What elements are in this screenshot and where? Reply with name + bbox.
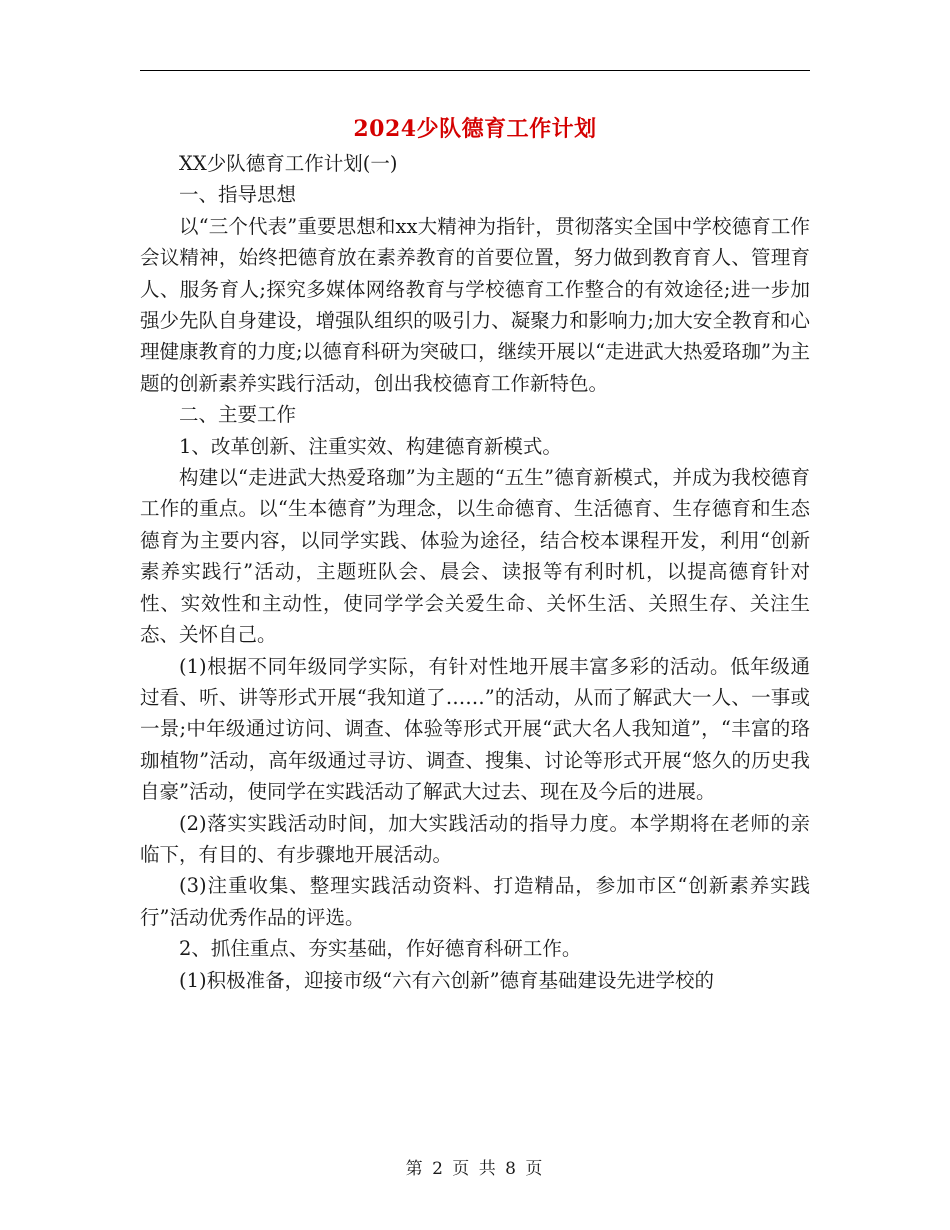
section-heading-main-work: 二、主要工作 xyxy=(179,403,297,427)
document-body xyxy=(140,148,810,996)
body-paragraph: 以“三个代表”重要思想和xx大精神为指针，贯彻落实全国中学校德育工作会议精神，始终把德育放在素养教育的首要位置，努力做到教育育人、管理育人、服务育人;探究多媒体网络教育与学校德育工作整合的有效途径;进一步加强少先队自身建设，增强队组织的吸引力、凝聚力和影响力;加大安全教育和心理健康教育的力度;以德育科研为突破口，继续开展以“走进武大热爱珞珈”为主题的创新素养实践行活动，创出我校德育工作新特色。 xyxy=(140,214,811,395)
body-paragraph: 构建以“走进武大热爱珞珈”为主题的“五生”德育新模式，并成为我校德育工作的重点。以“生本德育”为理念，以生命德育、生活德育、生存德育和生态德育为主要内容，以同学实践、体验为途径，结合校本课程开发，利用“创新素养实践行”活动，主题班队会、晨会、读报等有利时机，以提高德育针对性、实效性和主动性，使同学学会关爱生命、关怀生活、关照生存、关注生态、关怀自己。 xyxy=(140,466,810,647)
list-item-heading: 1、改革创新、注重实效、构建德育新模式。 xyxy=(179,434,562,458)
body-paragraph: (3)注重收集、整理实践活动资料、打造精品，参加市区“创新素养实践行”活动优秀作品的评选。 xyxy=(140,874,810,929)
header-rule xyxy=(140,70,810,71)
page-number: 第 2 页 共 8 页 xyxy=(405,1159,545,1179)
section-heading-guiding-thought: 一、指导思想 xyxy=(179,183,297,207)
body-paragraph: (1)积极准备，迎接市级“六有六创新”德育基础建设先进学校的 xyxy=(179,968,715,992)
body-paragraph: (1)根据不同年级同学实际，有针对性地开展丰富多彩的活动。低年级通过看、听、讲等形式开展“我知道了……”的活动，从而了解武大一人、一事或一景;中年级通过访问、调查、体验等形式开展“武大名人我知道”，“丰富的珞珈植物”活动，高年级通过寻访、调查、搜集、讨论等形式开展“悠久的历史我自豪”活动，使同学在实践活动了解武大过去、现在及今后的进展。 xyxy=(140,654,810,804)
subtitle-paragraph: XX少队德育工作计划(一) xyxy=(179,152,398,175)
list-item-heading: 2、抓住重点、夯实基础，作好德育科研工作。 xyxy=(179,937,582,961)
document-title: 2024少队德育工作计划 xyxy=(353,116,597,142)
body-paragraph: (2)落实实践活动时间，加大实践活动的指导力度。本学期将在老师的亲临下，有目的、有步骤地开展活动。 xyxy=(140,811,810,866)
